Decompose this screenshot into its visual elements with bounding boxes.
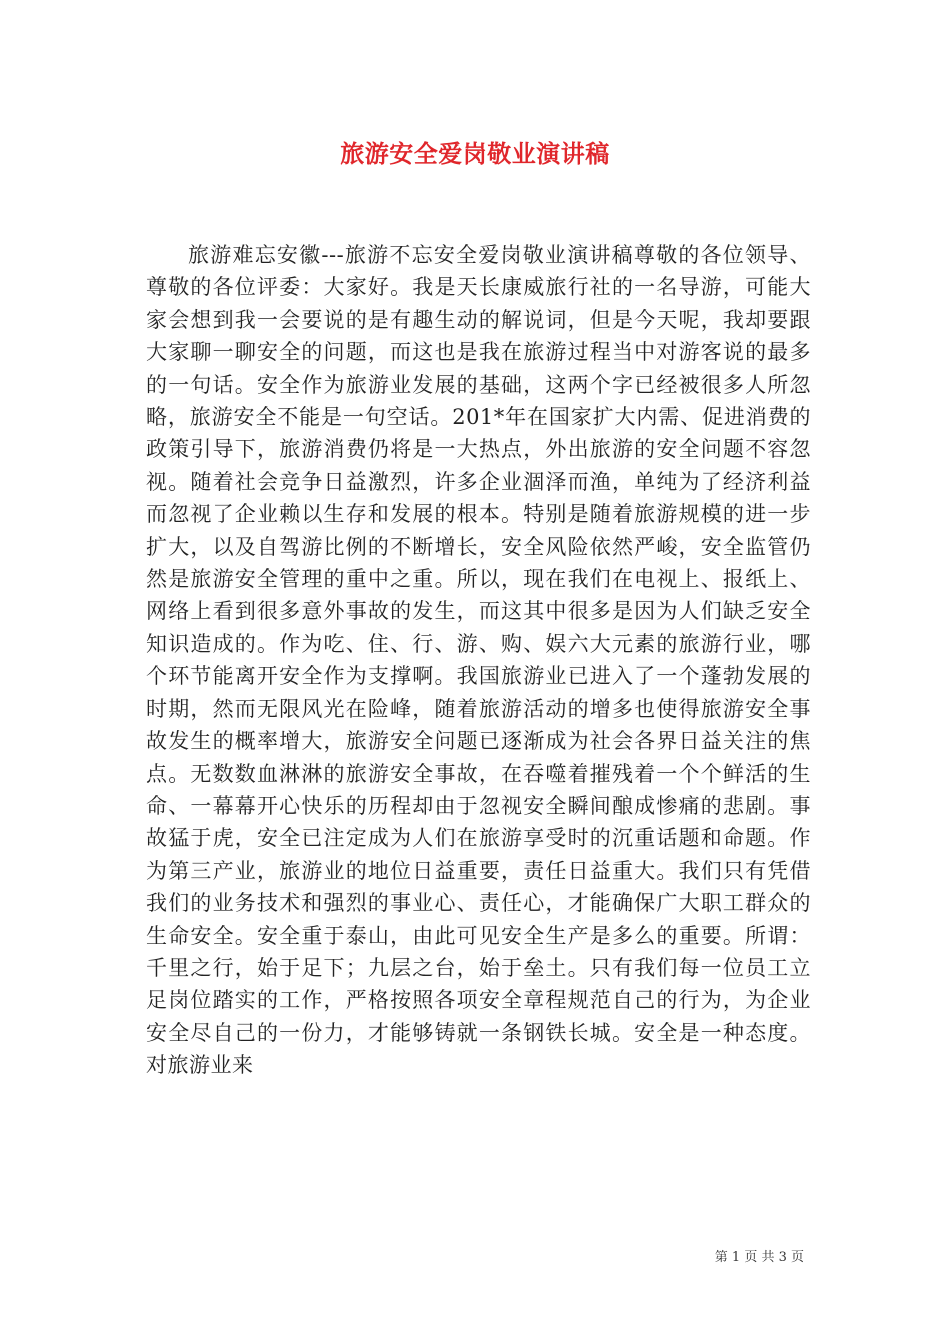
body-paragraph: 旅游难忘安徽---旅游不忘安全爱岗敬业演讲稿尊敬的各位领导、尊敬的各位评委：大家好。我是天长康威旅行社的一名导游，可能大家会想到我一会要说的是有趣生动的解说词，但是今天呢，我却要跟大家聊一聊安全的问题，而这也是我在旅游过程当中对游客说的最多的一句话。安全作为旅游业发展的基础，这两个字已经被很多人所忽略，旅游安全不能是一句空话。201*年在国家扩大内需、促进消费的政策引导下，旅游消费仍将是一大热点，外出旅游的安全问题不容忽视。随着社会竞争日益激烈，许多企业涸泽而渔，单纯为了经济利益而忽视了企业赖以生存和发展的根本。特别是随着旅游规模的进一步扩大，以及自驾游比例的不断增长，安全风险依然严峻，安全监管仍然是旅游安全管理的重中之重。所以，现在我们在电视上、报纸上、网络上看到很多意外事故的发生，而这其中很多是因为人们缺乏安全知识造成的。作为吃、住、行、游、购、娱六大元素的旅游行业，哪个环节能离开安全作为支撑啊。我国旅游业已进入了一个蓬勃发展的时期，然而无限风光在险峰，随着旅游活动的增多也使得旅游安全事故发生的概率增大，旅游安全问题已逐渐成为社会各界日益关注的焦点。无数数血淋淋的旅游安全事故，在吞噬着摧残着一个个鲜活的生命、一幕幕开心快乐的历程却由于忽视安全瞬间酿成惨痛的悲剧。事故猛于虎，安全已注定成为人们在旅游享受时的沉重话题和命题。作为第三产业，旅游业的地位日益重要，责任日益重大。我们只有凭借我们的业务技术和强烈的事业心、责任心，才能确保广大职工群众的生命安全。安全重于泰山，由此可见安全生产是多么的重要。所谓：千里之行，始于足下；九层之台，始于垒土。只有我们每一位员工立足岗位踏实的工作，严格按照各项安全章程规范自己的行为，为企业安全尽自己的一份力，才能够铸就一条钢铁长城。安全是一种态度。对旅游业来	[146, 243, 811, 1078]
page-title: 旅游安全爱岗敬业演讲稿	[340, 139, 610, 168]
page-number: 第 1 页 共 3 页	[714, 1250, 804, 1265]
